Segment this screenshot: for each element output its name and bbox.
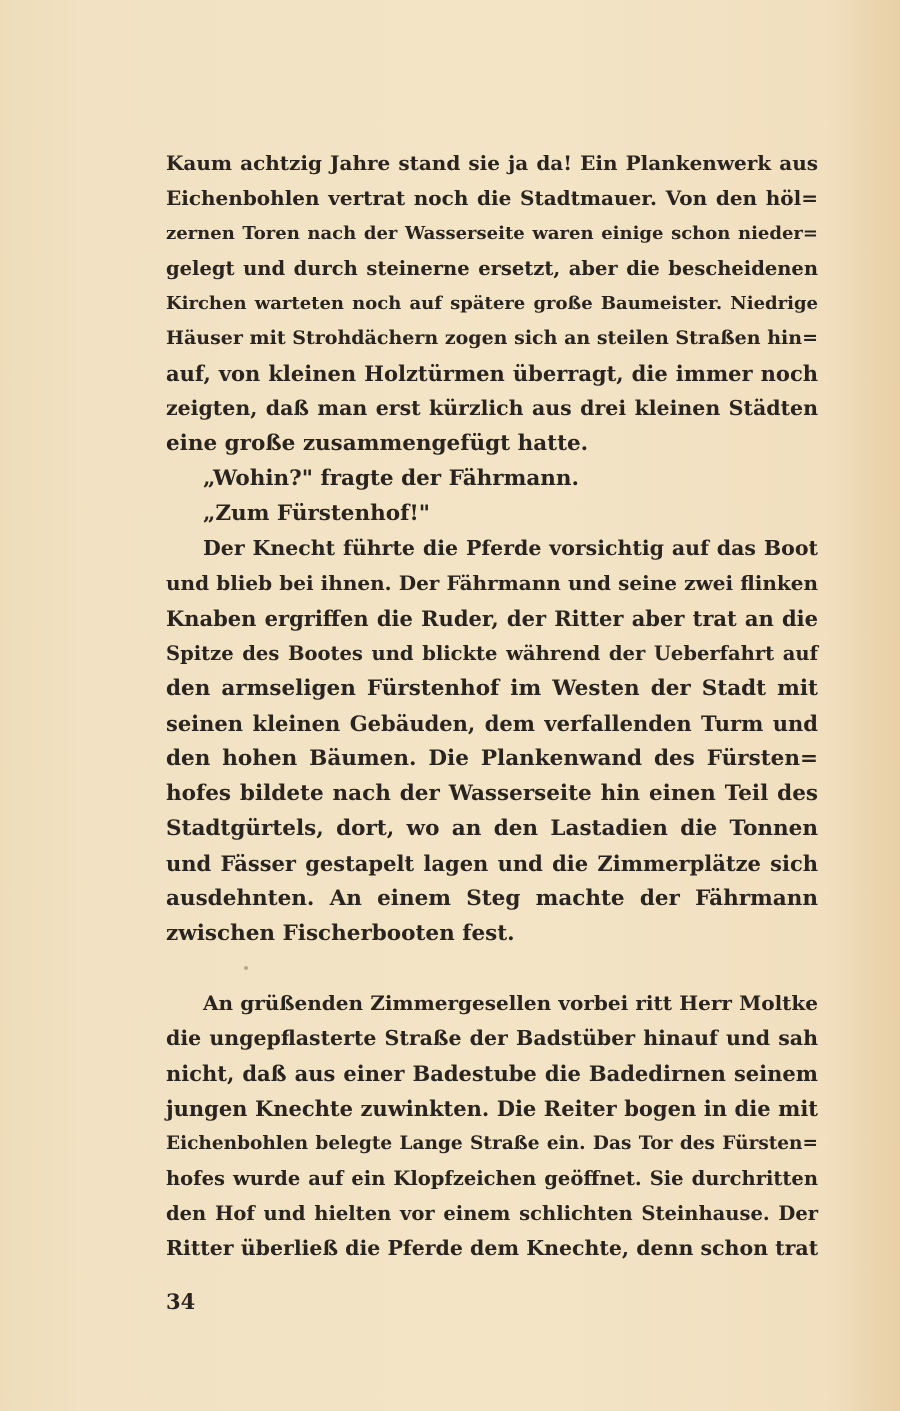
text-line: und blieb bei ihnen. Der Fährmann und seine zwei flinken <box>166 571 818 595</box>
page-number: 34 <box>166 1289 196 1314</box>
text-line: Häuser mit Strohdächern zogen sich an steilen Straßen hin= <box>166 327 818 349</box>
dialogue-line: „Zum Fürstenhof!" <box>203 501 430 526</box>
text-line: jungen Knechte zuwinkten. Die Reiter bogen in die mit <box>166 1096 818 1121</box>
text-line: Der Knecht führte die Pferde vorsichtig auf das Boot <box>203 536 818 560</box>
text-line: seinen kleinen Gebäuden, dem verfallenden Turm und <box>166 711 818 736</box>
text-line: den Hof und hielten vor einem schlichten Steinhause. Der <box>166 1202 818 1225</box>
text-section-1 <box>166 146 818 951</box>
text-line: Eichenbohlen vertrat noch die Stadtmauer. Von den höl= <box>166 186 818 210</box>
text-line: Spitze des Bootes und blickte während der Ueberfahrt auf <box>166 642 818 665</box>
text-line: die ungepflasterte Straße der Badstüber hinauf und sah <box>166 1026 818 1050</box>
text-line: gelegt und durch steinerne ersetzt, aber die bescheidenen <box>166 257 818 280</box>
text-line: Eichenbohlen belegte Lange Straße ein. Das Tor des Fürsten= <box>166 1133 818 1154</box>
ink-speck <box>244 966 248 970</box>
text-line: nicht, daß aus einer Badestube die Badedirnen seinem <box>166 1061 818 1086</box>
text-section-2 <box>166 986 818 1266</box>
text-line: Stadtgürtels, dort, wo an den Lastadien die Tonnen <box>166 816 818 841</box>
text-line: auf, von kleinen Holztürmen überragt, die immer noch <box>166 361 818 386</box>
text-line: hofes wurde auf ein Klopfzeichen geöffnet. Sie durchritten <box>166 1167 818 1190</box>
dialogue-line: „Wohin?" fragte der Fährmann. <box>203 466 580 491</box>
text-line: hofes bildete nach der Wasserseite hin einen Teil des <box>166 781 818 806</box>
text-line: zernen Toren nach der Wasserseite waren einige schon nieder= <box>166 223 818 244</box>
text-line: und Fässer gestapelt lagen und die Zimmerplätze sich <box>166 851 818 876</box>
text-line: Ritter überließ die Pferde dem Knechte, denn schon trat <box>166 1236 819 1260</box>
text-line: den armseligen Fürstenhof im Westen der Stadt mit <box>166 676 818 701</box>
text-line: Kirchen warteten noch auf spätere große Baumeister. Niedrige <box>166 293 818 314</box>
text-line: zwischen Fischerbooten fest. <box>166 921 515 946</box>
text-line: Knaben ergriffen die Ruder, der Ritter aber trat an die <box>166 606 818 631</box>
text-line: zeigten, daß man erst kürzlich aus drei kleinen Städten <box>166 396 818 420</box>
text-line: Kaum achtzig Jahre stand sie ja da! Ein Plankenwerk aus <box>166 151 818 175</box>
text-line: den hohen Bäumen. Die Plankenwand des Fürsten= <box>166 746 818 771</box>
text-line: An grüßenden Zimmergesellen vorbei ritt Herr Moltke <box>203 991 818 1015</box>
text-line: eine große zusammengefügt hatte. <box>166 431 589 456</box>
text-line: ausdehnten. An einem Steg machte der Fährmann <box>166 886 818 911</box>
